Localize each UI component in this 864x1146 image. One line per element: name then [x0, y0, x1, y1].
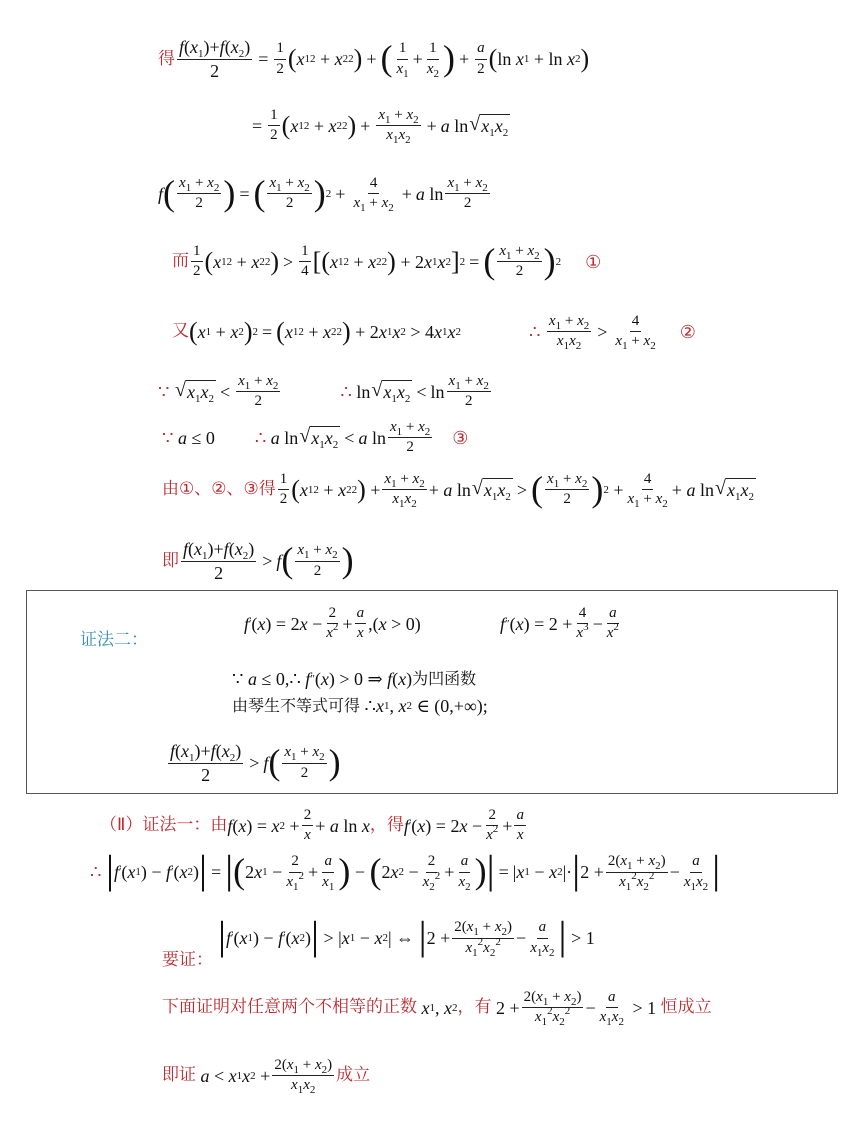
- line-jensen: 由琴生不等式可得 ∴ x 1 , x 2 ∈ (0,+∞);: [232, 696, 488, 716]
- circled-two: ②: [679, 321, 696, 342]
- line-concave: ∵ a ≤ 0,∴ f ″ ( x ) > 0 ⇒ f ( x ) 为凹函数: [232, 669, 477, 689]
- line-f-of-mean: f ( $\frac{x_1 + x_2}{2}$ ) = ( $\frac{x_1 + x_2}{2}$ ) 2 + $\frac{4}{x_1 + x_2}$ + a ln $\frac{x_1 + x_2}{2}$: [158, 172, 488, 215]
- line-conclusion-1: 即 $\frac{f(x_1)+f(x_2)}{2}$ > f ( $\frac{x_1 + x_2}{2}$ ): [162, 539, 354, 583]
- line-final: 即证 a < x 1 x 2 + $\frac{2(x_1 + x_2)}{x_1x_2}$ 成立: [162, 1057, 371, 1097]
- line-below-prove: 下面证明对任意两个不相等的正数 x 1 , x 2 ，有 2 + $\frac{2(x_1 + x_2)}{x_1^2x_2^2}$ − $\frac{a}{x_1x_2}$ > 1 恒成立: [162, 989, 712, 1029]
- circled-three: ③: [452, 427, 469, 448]
- line-derivative-difference: ∴ | f ′ ( x 1 ) − f ′ ( x 2 ) | = | ( 2 x 1 − $\frac{2}{x_1^2}$ + $\frac{a}{x_1}$ ) − ( 2 x 2 − $\frac{2}{x_2^2}$ + $\frac{a}{x_2}$ ) | = | x 1 − x 2 |· | 2 + $\frac{2(x_1 + x_2)}{x_1^2x_2^2}$ − $\frac{a}{x_1x_2}$ |: [90, 847, 721, 893]
- fraction-average-f: $\frac{f(x_1)+f(x_2)}{2}$: [179, 37, 251, 81]
- line-average-simplified: = $\frac{1}{2}$ ( x 1 2 + x 2 2 ) + $\frac{x_1 + x_2}{x_1x_2}$ + a ln √ $x_1x_2$: [252, 107, 509, 147]
- method-two-box: [26, 590, 838, 794]
- line-conclusion-2: $\frac{f(x_1)+f(x_2)}{2}$ > f ( $\frac{x_1 + x_2}{2}$ ): [170, 741, 341, 785]
- line-equivalence: | f ′ ( x 1 ) − f ′ ( x 2 ) | > | x 1 − x 2 | ⇔ | 2 + $\frac{2(x_1 + x_2)}{x_1^2x_2^2}$ − $\frac{a}{x_1x_2}$ | > 1: [218, 913, 595, 959]
- circled-one: ①: [585, 251, 602, 272]
- line-combined: 由①、②、③得 $\frac{1}{2}$ ( x 1 2 + x 2 2 ) + $\frac{x_1 + x_2}{x_1x_2}$ + a ln √ $x_1x_2$ > ( $\frac{x_1 + x_2}{2}$ ) 2 + $\frac{4}{x_1 + x_2}$ + a ln √ $x_1x_2$: [162, 468, 754, 511]
- yaozheng-label: 要证：: [162, 950, 213, 970]
- line-average-expansion: 得 $\frac{f(x_1)+f(x_2)}{2}$ = $\frac{1}{2}$ ( x 1 2 + x 2 2 ) + ( $\frac{1}{x_1}$ + $\frac{1}{x_2}$ ) + $\frac{a}{2}$ ( ln x 1 + ln x 2 ): [158, 37, 590, 81]
- line-first-derivative: f ′ ( x ) = 2 x − $\frac{2}{x^2}$ + $\frac{a}{x}$ ,( x > 0): [244, 605, 421, 642]
- fraction-half: $\frac{1}{2}$: [276, 40, 284, 77]
- de-label: 得: [158, 48, 175, 69]
- line-second-derivative: f ″ ( x ) = 2 + $\frac{4}{x^3}$ − $\frac{a}{x^2}$: [500, 605, 619, 642]
- line-sqrt-inequality: ∵ √ $x_1x_2$ < $\frac{x_1 + x_2}{2}$ ∴ ln √ $x_1x_2$ < ln $\frac{x_1 + x_2}{2}$: [158, 373, 489, 410]
- line-part-two: （Ⅱ）证法一：由 f ( x ) = x 2 + $\frac{2}{x}$ + a ln x ，得 f ′ ( x ) = 2 x − $\frac{2}{x^2}$ + $\frac{a}{x}$: [100, 807, 524, 844]
- method-two-label: 证法二：: [80, 630, 148, 650]
- line-inequality-2: 又 ( x 1 + x 2 ) 2 = ( x 1 2 + x 2 2 ) + 2 x 1 x 2 > 4 x 1 x 2 ∴ $\frac{x_1 + x_2}{x_1x_2}$ > $\frac{4}{x_1 + x_2}$ ②: [172, 313, 696, 353]
- line-inequality-1: 而 $\frac{1}{2}$ ( x 1 2 + x 2 2 ) > $\frac{1}{4}$ [ ( x 1 2 + x 2 2 ) + 2 x 1 x 2 ] 2 = ( $\frac{x_1 + x_2}{2}$ ) 2 ①: [172, 240, 602, 281]
- line-a-inequality: ∵ a ≤ 0 ∴ a ln √ $x_1x_2$ < a ln $\frac{x_1 + x_2}{2}$ ③: [162, 419, 469, 456]
